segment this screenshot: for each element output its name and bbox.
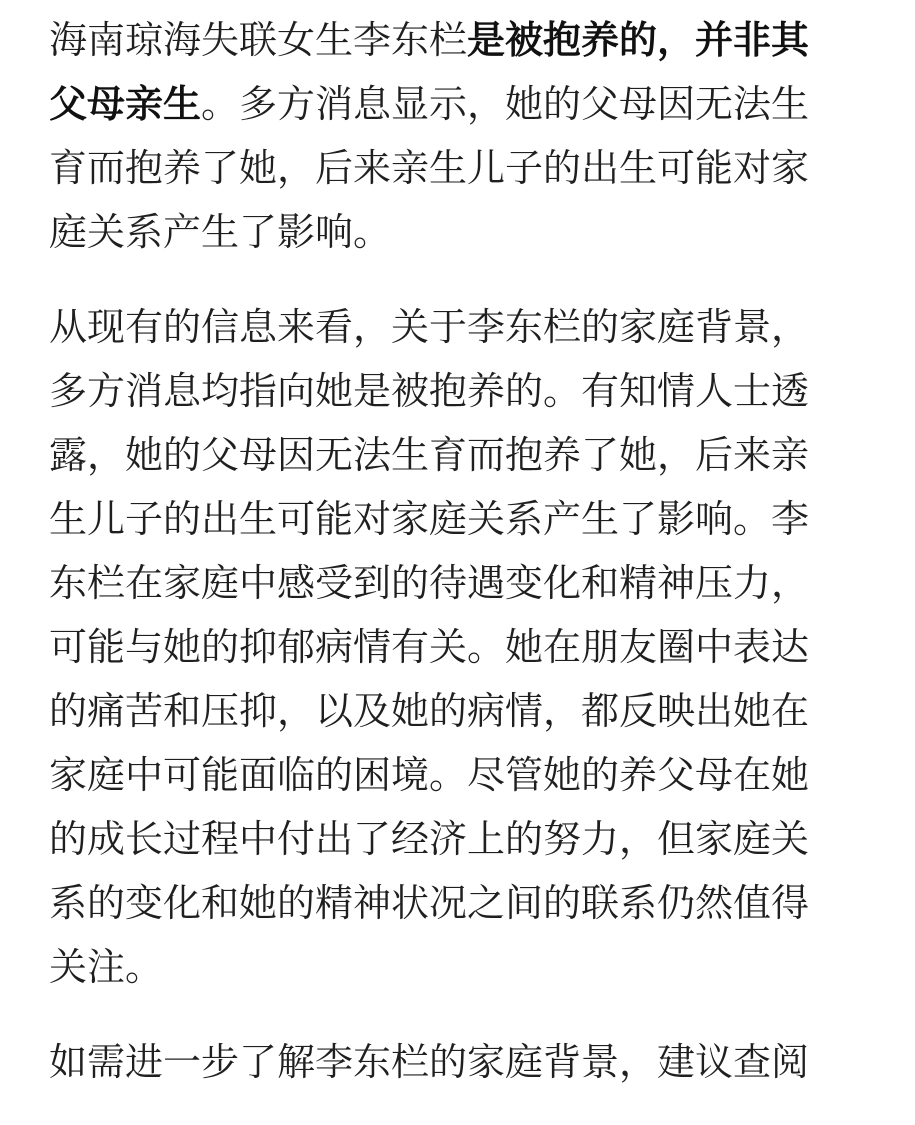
text-line bbox=[49, 551, 879, 615]
text-line bbox=[49, 679, 879, 743]
text-segment: 育而抱养了她，后来亲生儿子的出生可能对家 bbox=[49, 146, 810, 190]
text-segment: 系的变化和她的精神状况之间的联系仍然值得 bbox=[49, 881, 810, 925]
text-line bbox=[49, 807, 879, 871]
text-segment: 生儿子的出生可能对家庭关系产生了影响。李 bbox=[49, 497, 810, 541]
text-segment: 如需进一步了解李东栏的家庭背景，建议查阅 bbox=[49, 1040, 810, 1084]
text-line bbox=[49, 295, 879, 359]
text-segment: 庭关系产生了影响。 bbox=[49, 210, 392, 254]
bold-text-segment: 是被抱养的，并非其 bbox=[467, 18, 810, 62]
text-line bbox=[49, 743, 879, 807]
text-segment: 海南琼海失联女生李东栏 bbox=[49, 18, 468, 62]
text-line bbox=[49, 136, 879, 200]
text-segment: 多方消息均指向她是被抱养的。有知情人士透 bbox=[49, 369, 810, 413]
text-line bbox=[49, 72, 879, 136]
text-line bbox=[49, 423, 879, 487]
text-line bbox=[49, 615, 879, 679]
text-segment: 东栏在家庭中感受到的待遇变化和精神压力， bbox=[49, 561, 810, 605]
text-segment: 露，她的父母因无法生育而抱养了她，后来亲 bbox=[49, 433, 810, 477]
bold-text-segment: 父母亲生 bbox=[49, 82, 202, 126]
text-segment: 的痛苦和压抑，以及她的病情，都反映出她在 bbox=[49, 689, 810, 733]
text-line bbox=[49, 487, 879, 551]
article-body bbox=[49, 8, 879, 1125]
text-segment: 。多方消息显示，她的父母因无法生 bbox=[201, 82, 810, 126]
paragraph-3 bbox=[49, 1030, 879, 1094]
text-segment: 从现有的信息来看，关于李东栏的家庭背景， bbox=[49, 305, 810, 349]
text-segment: 家庭中可能面临的困境。尽管她的养父母在她 bbox=[49, 753, 810, 797]
text-segment: 可能与她的抑郁病情有关。她在朋友圈中表达 bbox=[49, 625, 810, 669]
text-line bbox=[49, 871, 879, 935]
text-line bbox=[49, 1030, 879, 1094]
text-line bbox=[49, 8, 879, 72]
text-line bbox=[49, 200, 879, 264]
text-line bbox=[49, 359, 879, 423]
text-line bbox=[49, 935, 879, 999]
paragraph-1 bbox=[49, 8, 879, 264]
text-segment: 关注。 bbox=[49, 945, 164, 989]
paragraph-2 bbox=[49, 295, 879, 999]
text-segment: 的成长过程中付出了经济上的努力，但家庭关 bbox=[49, 817, 810, 861]
